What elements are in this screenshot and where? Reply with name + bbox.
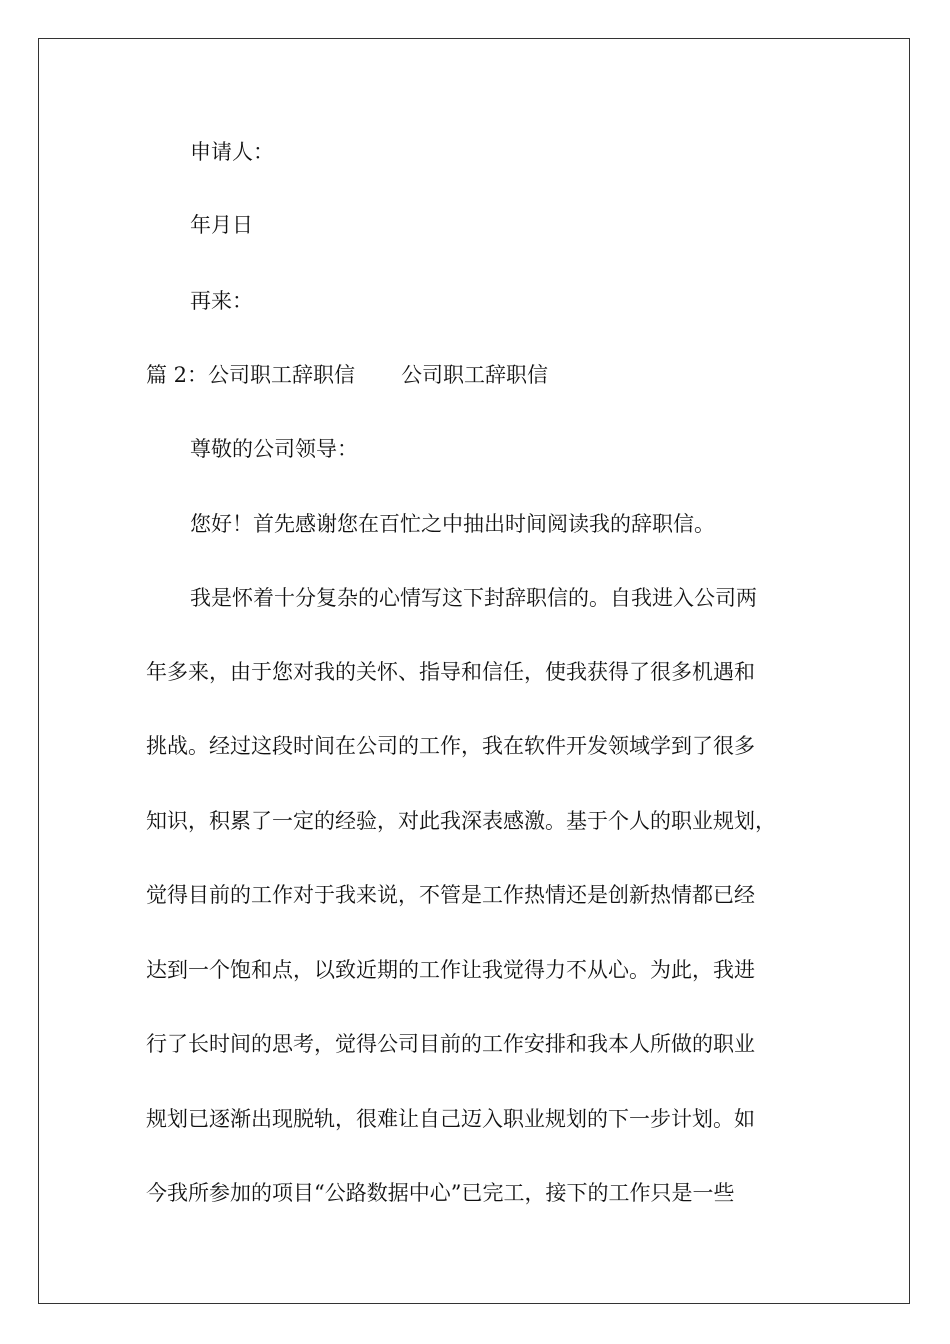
greeting-paragraph: 您好！首先感谢您在百忙之中抽出时间阅读我的辞职信。	[190, 512, 715, 536]
salutation: 尊敬的公司领导：	[190, 437, 358, 461]
body-line: 今我所参加的项目“公路数据中心”已完工，接下的工作只是一些	[146, 1181, 735, 1205]
body-line: 行了长时间的思考，觉得公司目前的工作安排和我本人所做的职业	[146, 1032, 755, 1056]
section-title: 公司职工辞职信	[208, 363, 356, 387]
body-line: 知识，积累了一定的经验，对此我深表感激。基于个人的职业规划，	[146, 809, 776, 833]
section-heading	[146, 360, 806, 390]
date-line: 年月日	[190, 213, 253, 237]
applicant-label: 申请人：	[190, 140, 274, 164]
body-line: 年多来，由于您对我的关怀、指导和信任，使我获得了很多机遇和	[146, 660, 755, 684]
section-subtitle: 公司职工辞职信	[401, 363, 549, 387]
body-line: 达到一个饱和点，以致近期的工作让我觉得力不从心。为此，我进	[146, 958, 755, 982]
closing-line: 再来：	[190, 289, 253, 313]
body-line: 挑战。经过这段时间在公司的工作，我在软件开发领域学到了很多	[146, 734, 755, 758]
body-line: 觉得目前的工作对于我来说，不管是工作热情还是创新热情都已经	[146, 883, 755, 907]
section-number: 篇 2：	[146, 363, 209, 387]
body-line: 我是怀着十分复杂的心情写这下封辞职信的。自我进入公司两	[190, 586, 757, 610]
body-line: 规划已逐渐出现脱轨，很难让自己迈入职业规划的下一步计划。如	[146, 1107, 755, 1131]
